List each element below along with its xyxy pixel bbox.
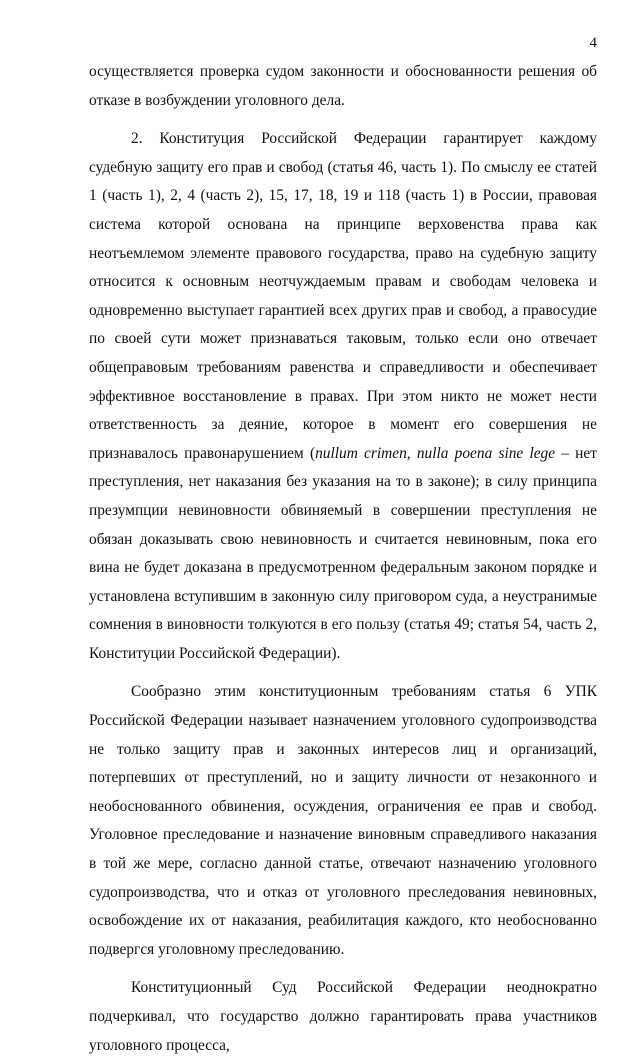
page-number: 4 xyxy=(589,35,597,51)
paragraph-text: 2. Конституция Российской Федерации гарантирует каждому судебную защиту его прав и свобод (статья 46, часть 1). По смыслу ее статей 1 (часть 1), 2, 4 (часть 2), 15, 17, 18, 19 и 118 (часть 1) в России, правовая система которой основана на принципе верховенства права как неотъемлемом элементе правового государства, право на судебную защиту относится к основным неотчуждаемым правам и свободам человека и одновременно выступает гарантией всех других прав и свобод, а правосудие по своей сути может признаваться таковым, только если оно отвечает общеправовым требованиям равенства и справедливости и обеспечивает эффективное восстановление в правах. При этом никто не может нести ответственность за деяние, которое в момент его совершения не признавалось правонарушением ( xyxy=(89,130,597,462)
paragraph-text-rest: – нет преступления, нет наказания без указания на то в законе); в силу принципа презумпции невиновности обвиняемый в совершении преступления не обязан доказывать свою невиновность и считается невиновным, пока его вина не будет доказана в предусмотренном федеральным законом порядке и установлена вступившим в законную силу приговором суда, а неустранимые сомнения в виновности толкуются в его пользу (статья 49; статья 54, часть 2, Конституции Российской Федерации). xyxy=(89,444,597,662)
paragraph-constitution-guarantee xyxy=(89,125,597,668)
paragraph-constitutional-court: Конституционный Суд Российской Федерации неоднократно подчеркивал, что государство должно гарантировать права участников уголовного процесса, xyxy=(89,979,597,1054)
paragraph-upk-article-6: Сообразно этим конституционным требованиям статья 6 УПК Российской Федерации называет назначением уголовного судопроизводства не только защиту прав и законных интересов лиц и организаций, потерпевших от преступлений, но и защиту личности от незаконного и необоснованного обвинения, осуждения, ограничения ее прав и свобод. Уголовное преследование и назначение виновным справедливого наказания в той же мере, согласно данной статье, отвечают назначению уголовного судопроизводства, что и отказ от уголовного преследования невиновных, освобождение их от наказания, реабилитация каждого, кто необоснованно подвергся уголовному преследованию. xyxy=(89,683,597,958)
document-body xyxy=(89,58,597,1060)
paragraph-continuation: осуществляется проверка судом законности и обоснованности решения об отказе в возбуждении уголовного дела. xyxy=(89,63,597,109)
latin-maxim: nullum crimen, nulla poena sine lege xyxy=(315,444,556,462)
